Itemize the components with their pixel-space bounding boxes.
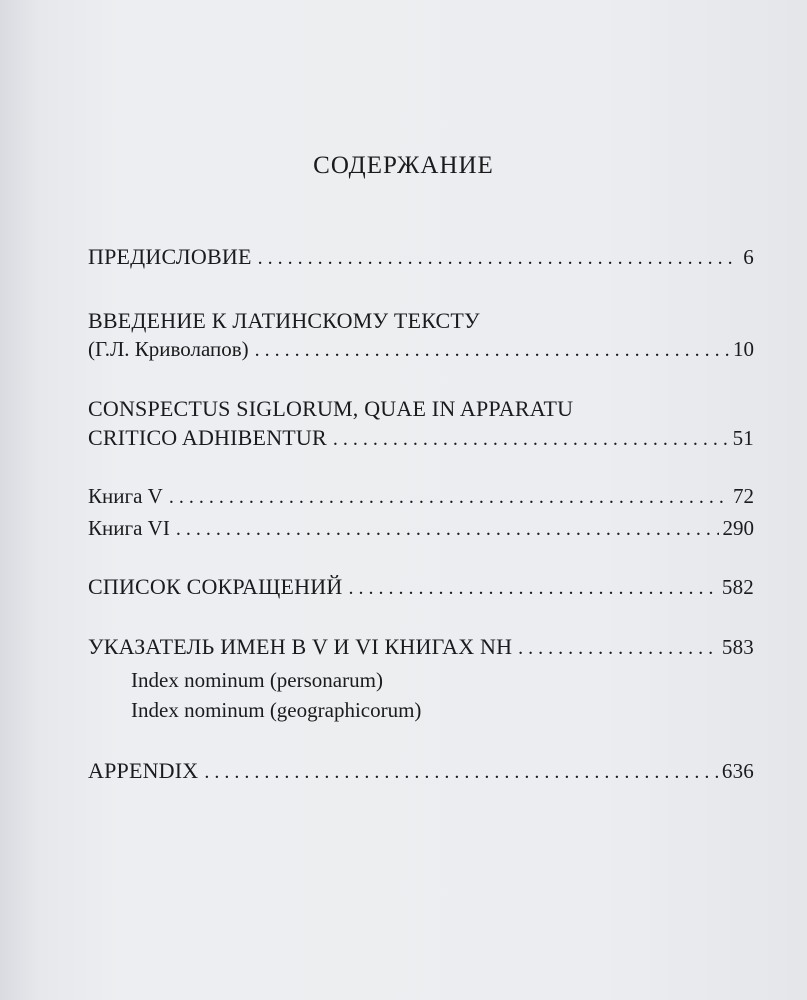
toc-entry-label: (Г.Л. Криволапов): [88, 337, 249, 361]
toc-entry-book-6: [88, 516, 754, 541]
toc-subentry-personarum: Index nominum (personarum): [131, 668, 383, 692]
toc-title: СОДЕРЖАНИЕ: [313, 152, 494, 179]
leader-dots: [258, 247, 740, 270]
toc-entry-label: APPENDIX: [88, 758, 199, 783]
toc-entry-conspectus-title: CONSPECTUS SIGLORUM, QUAE IN APPARATU: [88, 396, 574, 421]
toc-entry-page: 582: [721, 575, 754, 599]
toc-entry-introduction: [88, 337, 754, 362]
toc-entry-label: УКАЗАТЕЛЬ ИМЕН В V И VI КНИГАХ NH: [88, 634, 513, 659]
leader-dots: [255, 339, 729, 362]
toc-subentry-geographicorum: Index nominum (geographicorum): [131, 698, 422, 722]
toc-entry-abbreviations: [88, 574, 754, 600]
toc-entry-label: CRITICO ADHIBENTUR: [88, 425, 327, 450]
toc-entry-page: 6: [743, 245, 754, 269]
toc-entry-page: 290: [722, 516, 754, 540]
toc-entry-page: 636: [721, 759, 754, 783]
toc-entry-preface: [88, 244, 754, 270]
toc-entry-label: ПРЕДИСЛОВИЕ: [88, 244, 252, 269]
toc-entry-label: Книга VI: [88, 516, 170, 540]
toc-entry-page: 10: [733, 337, 754, 361]
toc-entry-page: 51: [732, 426, 754, 450]
toc-entry-introduction-title: ВВЕДЕНИЕ К ЛАТИНСКОМУ ТЕКСТУ: [88, 308, 480, 333]
toc-entry-label: Книга V: [88, 484, 163, 508]
leader-dots: [204, 761, 718, 784]
leader-dots: [333, 428, 729, 451]
toc-entry-page: 72: [733, 484, 754, 508]
leader-dots: [348, 577, 717, 600]
toc-entry-appendix: [88, 758, 754, 784]
leader-dots: [176, 518, 719, 541]
toc-entry-label: СПИСОК СОКРАЩЕНИЙ: [88, 574, 343, 599]
leader-dots: [518, 637, 718, 660]
toc-entry-book-5: [88, 484, 754, 509]
leader-dots: [169, 486, 729, 509]
toc-entry-conspectus: [88, 425, 754, 451]
toc-entry-index: [88, 634, 754, 660]
toc-entry-page: 583: [721, 635, 754, 659]
